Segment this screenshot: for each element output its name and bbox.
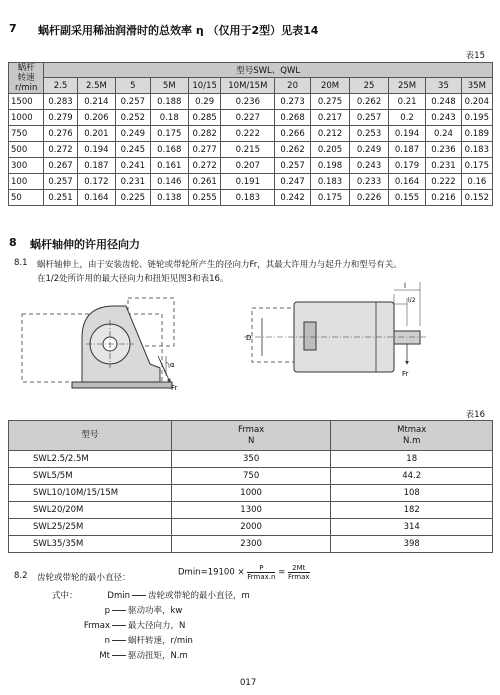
efficiency-cell: 0.164 <box>388 174 425 190</box>
formula-lhs: Dmin=19100 × <box>178 567 245 578</box>
efficiency-cell: 0.201 <box>77 126 116 142</box>
efficiency-cell: 0.2 <box>388 110 425 126</box>
efficiency-cell: 0.255 <box>189 190 221 206</box>
fraction-1-denominator: Frmax.n <box>247 573 276 581</box>
efficiency-cell: 0.194 <box>388 126 425 142</box>
shaft-length-label: l <box>404 282 406 290</box>
efficiency-cell: 0.179 <box>388 158 425 174</box>
paragraph-8-1-line-2: 在1/2处所许用的最大径向力和扭矩见图3和表16。 <box>37 274 229 284</box>
efficiency-cell: 0.29 <box>189 94 221 110</box>
efficiency-cell: 0.285 <box>189 110 221 126</box>
table-row <box>9 502 493 519</box>
efficiency-cell: 0.226 <box>350 190 389 206</box>
efficiency-cell: 0.276 <box>44 126 77 142</box>
efficiency-cell: 0.155 <box>388 190 425 206</box>
paragraph-8-1-line-1: 蜗杆轴伸上，由于安装齿轮、链轮或带轮所产生的径向力Fr，其最大许用力与起升力和型号有关。 <box>37 260 402 270</box>
table-row <box>9 110 493 126</box>
model-column-header: 35M <box>461 78 492 94</box>
efficiency-cell: 0.268 <box>275 110 310 126</box>
table-row <box>9 536 493 553</box>
legend-item <box>52 634 193 646</box>
section-8-title: 蜗杆轴伸的许用径向力 <box>30 238 140 251</box>
efficiency-cell: 0.257 <box>116 94 150 110</box>
legend-description: 蜗杆转速，r/min <box>128 636 193 646</box>
frmax-header-label: Frmax <box>238 424 265 435</box>
model-cell: SWL5/5M <box>9 468 172 485</box>
model-column-header: 2.5 <box>44 78 77 94</box>
paragraph-8-1-number: 8.1 <box>14 258 28 268</box>
legend-item <box>52 619 185 631</box>
frmax-header-unit: N <box>247 435 255 446</box>
efficiency-cell: 0.152 <box>461 190 492 206</box>
efficiency-cell: 0.168 <box>150 142 189 158</box>
efficiency-cell: 0.175 <box>461 158 492 174</box>
gearbox-side-view-figure <box>8 290 208 398</box>
efficiency-cell: 0.217 <box>310 110 350 126</box>
efficiency-cell: 0.183 <box>221 190 275 206</box>
diameter-label: D <box>246 334 252 342</box>
efficiency-cell: 0.261 <box>189 174 221 190</box>
alpha-angle-label: α <box>170 361 175 369</box>
model-group-header: 型号SWL、QWL <box>44 63 493 78</box>
corner-line-3: r/min <box>14 83 38 93</box>
efficiency-cell: 0.262 <box>350 94 389 110</box>
efficiency-cell: 0.138 <box>150 190 189 206</box>
table-row <box>9 142 493 158</box>
efficiency-cell: 0.206 <box>77 110 116 126</box>
legend-description: 齿轮或带轮的最小直径，m <box>148 591 250 601</box>
efficiency-cell: 0.222 <box>426 174 461 190</box>
efficiency-cell: 0.175 <box>150 126 189 142</box>
formula-equals: = <box>278 567 286 578</box>
efficiency-cell: 0.214 <box>77 94 116 110</box>
efficiency-cell: 0.183 <box>310 174 350 190</box>
table-row <box>9 468 493 485</box>
efficiency-cell: 0.222 <box>221 126 275 142</box>
rpm-cell: 750 <box>9 126 44 142</box>
table-row <box>9 451 493 468</box>
efficiency-cell: 0.233 <box>350 174 389 190</box>
paragraph-8-2-number: 8.2 <box>14 571 28 581</box>
legend-description: 最大径向力，N <box>128 621 186 631</box>
efficiency-cell: 0.241 <box>116 158 150 174</box>
section-8-number: 8 <box>9 236 17 249</box>
rpm-cell: 50 <box>9 190 44 206</box>
efficiency-table <box>8 62 493 206</box>
efficiency-cell: 0.253 <box>350 126 389 142</box>
efficiency-cell: 0.175 <box>310 190 350 206</box>
efficiency-cell: 0.266 <box>275 126 310 142</box>
efficiency-cell: 0.243 <box>350 158 389 174</box>
efficiency-cell: 0.247 <box>275 174 310 190</box>
table-row <box>9 158 493 174</box>
model-column-header: 5M <box>150 78 189 94</box>
efficiency-cell: 0.204 <box>461 94 492 110</box>
half-length-label: l/2 <box>408 297 416 304</box>
mtmax-column-header <box>331 421 493 451</box>
section-7-title: 蜗杆副采用稀油润滑时的总效率 η （仅用于2型）见表14 <box>38 24 319 37</box>
rpm-cell: 300 <box>9 158 44 174</box>
worm-shaft-view-figure <box>236 282 436 390</box>
efficiency-cell: 0.215 <box>221 142 275 158</box>
model-cell: SWL25/25M <box>9 519 172 536</box>
mtmax-cell: 314 <box>331 519 493 536</box>
section-7-number: 7 <box>9 22 17 35</box>
model-column-header: 10/15 <box>189 78 221 94</box>
radial-force-label-left: Fr <box>171 384 178 392</box>
legend-symbol: Mt <box>99 651 110 661</box>
efficiency-cell: 0.146 <box>150 174 189 190</box>
efficiency-cell: 0.189 <box>461 126 492 142</box>
efficiency-cell: 0.248 <box>426 94 461 110</box>
legend-dash <box>112 625 126 626</box>
mtmax-header-unit: N.m <box>403 435 421 446</box>
efficiency-cell: 0.257 <box>275 158 310 174</box>
model-cell: SWL10/10M/15/15M <box>9 485 172 502</box>
efficiency-cell: 0.231 <box>116 174 150 190</box>
efficiency-cell: 0.243 <box>426 110 461 126</box>
fraction-2-denominator: Frmax <box>287 573 310 581</box>
frmax-cell: 2000 <box>171 519 331 536</box>
frmax-cell: 350 <box>171 451 331 468</box>
model-column-header: 25 <box>350 78 389 94</box>
efficiency-cell: 0.262 <box>275 142 310 158</box>
efficiency-cell: 0.236 <box>221 94 275 110</box>
efficiency-cell: 0.282 <box>189 126 221 142</box>
efficiency-cell: 0.231 <box>426 158 461 174</box>
efficiency-cell: 0.257 <box>350 110 389 126</box>
mtmax-cell: 398 <box>331 536 493 553</box>
efficiency-cell: 0.251 <box>44 190 77 206</box>
rpm-cell: 500 <box>9 142 44 158</box>
efficiency-cell: 0.242 <box>275 190 310 206</box>
radial-force-table <box>8 420 493 553</box>
model-column-header: 10M/15M <box>221 78 275 94</box>
efficiency-cell: 0.212 <box>310 126 350 142</box>
model-cell: SWL35/35M <box>9 536 172 553</box>
legend-item <box>52 604 182 616</box>
table-row <box>9 126 493 142</box>
efficiency-cell: 0.161 <box>150 158 189 174</box>
table-row <box>9 519 493 536</box>
efficiency-cell: 0.188 <box>150 94 189 110</box>
page-number: 017 <box>240 678 257 688</box>
fraction-1-numerator: P <box>247 564 275 573</box>
model-cell: SWL2.5/2.5M <box>9 451 172 468</box>
table-row <box>9 485 493 502</box>
efficiency-cell: 0.279 <box>44 110 77 126</box>
min-diameter-formula <box>178 564 310 581</box>
efficiency-cell: 0.16 <box>461 174 492 190</box>
legend-dash <box>112 640 126 641</box>
table-row <box>9 94 493 110</box>
frmax-cell: 2300 <box>171 536 331 553</box>
legend-description: 驱动扭矩，N.m <box>128 651 188 661</box>
efficiency-cell: 0.172 <box>77 174 116 190</box>
corner-line-2: 转速 <box>17 73 35 83</box>
frmax-cell: 750 <box>171 468 331 485</box>
model-cell: SWL20/20M <box>9 502 172 519</box>
efficiency-cell: 0.252 <box>116 110 150 126</box>
efficiency-cell: 0.236 <box>426 142 461 158</box>
legend-dash <box>112 610 126 611</box>
legend-dash <box>132 595 146 596</box>
efficiency-cell: 0.187 <box>388 142 425 158</box>
efficiency-cell: 0.18 <box>150 110 189 126</box>
model-column-header: 20 <box>275 78 310 94</box>
mtmax-cell: 182 <box>331 502 493 519</box>
frmax-cell: 1000 <box>171 485 331 502</box>
frmax-cell: 1300 <box>171 502 331 519</box>
legend-symbol: Dmin <box>107 591 130 601</box>
efficiency-cell: 0.216 <box>426 190 461 206</box>
table-row <box>9 190 493 206</box>
corner-line-1: 蜗杆 <box>17 63 35 73</box>
efficiency-cell: 0.283 <box>44 94 77 110</box>
efficiency-cell: 0.24 <box>426 126 461 142</box>
legend-item <box>52 649 188 661</box>
legend-symbol: p <box>104 606 110 616</box>
legend-description: 驱动功率，kw <box>128 606 183 616</box>
rpm-cell: 100 <box>9 174 44 190</box>
table-15-label: 表15 <box>465 51 485 61</box>
model-column-header: 25M <box>388 78 425 94</box>
efficiency-cell: 0.191 <box>221 174 275 190</box>
efficiency-cell: 0.194 <box>77 142 116 158</box>
efficiency-cell: 0.272 <box>44 142 77 158</box>
efficiency-cell: 0.205 <box>310 142 350 158</box>
radial-force-label-right: Fr <box>402 370 409 378</box>
mtmax-cell: 18 <box>331 451 493 468</box>
rpm-corner-header <box>9 63 44 94</box>
efficiency-cell: 0.257 <box>44 174 77 190</box>
model-column-header: 35 <box>426 78 461 94</box>
formula-fraction-2 <box>288 564 310 581</box>
rpm-cell: 1000 <box>9 110 44 126</box>
legend-dash <box>112 655 126 656</box>
efficiency-cell: 0.245 <box>116 142 150 158</box>
efficiency-cell: 0.249 <box>350 142 389 158</box>
efficiency-cell: 0.183 <box>461 142 492 158</box>
mtmax-header-label: Mtmax <box>397 424 427 435</box>
model-column-header: 5 <box>116 78 150 94</box>
efficiency-cell: 0.227 <box>221 110 275 126</box>
paragraph-8-2-text: 齿轮或带轮的最小直径： <box>37 573 131 583</box>
table-row <box>9 174 493 190</box>
rpm-cell: 1500 <box>9 94 44 110</box>
legend-symbol: n <box>104 636 110 646</box>
table-16-label: 表16 <box>465 410 485 420</box>
efficiency-cell: 0.275 <box>310 94 350 110</box>
formula-fraction-1 <box>247 564 275 581</box>
model-column-header: 2.5M <box>77 78 116 94</box>
efficiency-cell: 0.277 <box>189 142 221 158</box>
legend-intro: 式中： <box>52 591 78 601</box>
efficiency-cell: 0.272 <box>189 158 221 174</box>
mtmax-cell: 108 <box>331 485 493 502</box>
model-column-header: 型号 <box>9 421 172 451</box>
efficiency-cell: 0.164 <box>77 190 116 206</box>
efficiency-cell: 0.225 <box>116 190 150 206</box>
mtmax-cell: 44.2 <box>331 468 493 485</box>
efficiency-cell: 0.267 <box>44 158 77 174</box>
fraction-2-numerator: 2Mt <box>288 564 310 573</box>
efficiency-cell: 0.187 <box>77 158 116 174</box>
legend-symbol: Frmax <box>83 621 110 631</box>
legend-item <box>52 589 250 601</box>
efficiency-cell: 0.21 <box>388 94 425 110</box>
efficiency-cell: 0.195 <box>461 110 492 126</box>
efficiency-cell: 0.273 <box>275 94 310 110</box>
efficiency-cell: 0.198 <box>310 158 350 174</box>
efficiency-cell: 0.249 <box>116 126 150 142</box>
frmax-column-header <box>171 421 331 451</box>
efficiency-cell: 0.207 <box>221 158 275 174</box>
model-column-header: 20M <box>310 78 350 94</box>
